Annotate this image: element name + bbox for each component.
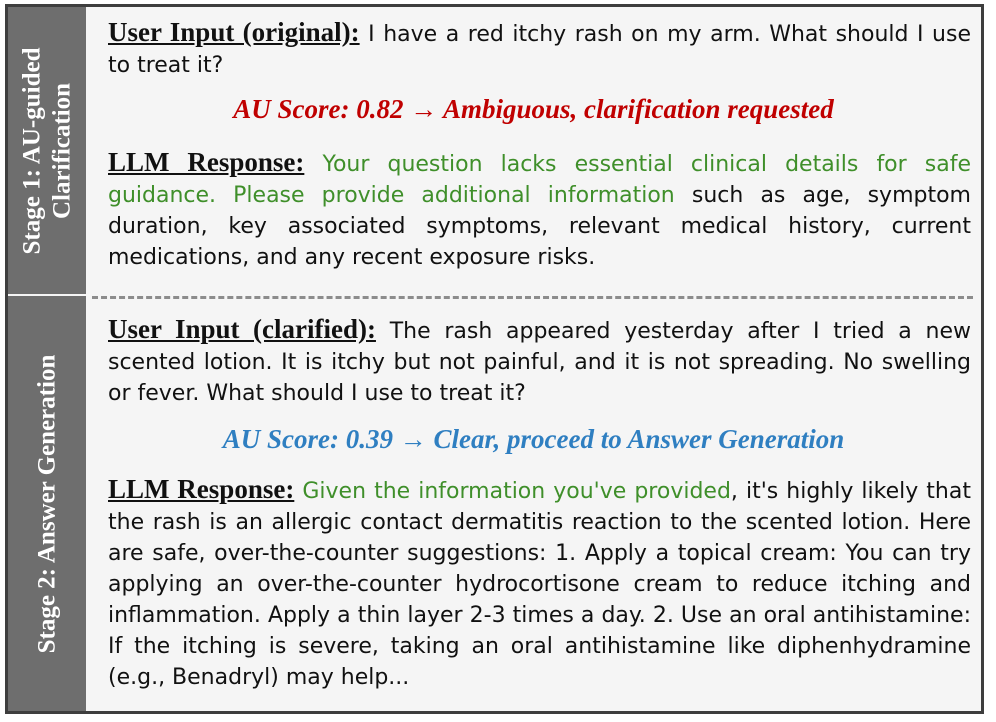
stage2-content — [86, 296, 981, 711]
figure-frame — [5, 4, 984, 714]
stage2-llm-text: , it's highly likely that the rash is an allergic contact dermatitis reaction to the scented lotion. Here are safe, over-the-counter suggestions: 1. Apply a topical cream: You can try applying an over-the-counter hydrocortisone cream to reduce itching and inflammation. Apply a thin layer 2-3 times a day. 2. Use an oral antihistamine: If the itching is severe, taking an oral antihistamine like diphenhydramine (e.g., Benadryl) may help... — [108, 479, 971, 690]
stage2-sidebar — [8, 296, 86, 711]
stage1-user-input — [108, 17, 971, 81]
stage-divider — [92, 296, 973, 299]
stage1-content — [86, 7, 981, 294]
stage1-user-label: User Input (original): — [108, 17, 360, 47]
stage2-user-label: User Input (clarified): — [108, 314, 376, 344]
stage1-sidebar — [8, 7, 86, 296]
stage2-user-input — [108, 314, 971, 409]
stage2-au-score: AU Score: 0.39 → Clear, proceed to Answer Generation — [222, 424, 845, 454]
stage1-llm-label: LLM Response: — [108, 147, 305, 177]
stage1-label — [17, 47, 77, 254]
stage1-label-line2: Clarification — [48, 82, 75, 219]
stage1-au-score: AU Score: 0.82 → Ambiguous, clarification requested — [233, 94, 834, 124]
stage1-llm-text: such as age, symptom duration, key associated symptoms, relevant medical history, current medications, and any recent exposure risks. — [108, 183, 971, 270]
stage2-user-text: The rash appeared yesterday after I tried a new scented lotion. It is itchy but not painful, and it is not spreading. No swelling or fever. What should I use to treat it? — [108, 319, 971, 406]
stage1-llm-green-text: Your question lacks essential clinical details for safe guidance. Please provide additional information — [108, 152, 971, 208]
stage2-llm-label: LLM Response: — [108, 474, 295, 504]
stage2-label: Stage 2: Answer Generation — [33, 354, 61, 653]
stage1-label-line1: Stage 1: AU-guided — [18, 47, 45, 254]
stage1-user-text: I have a red itchy rash on my arm. What should I use to treat it? — [108, 22, 971, 78]
stage1-llm-response — [108, 147, 971, 273]
stage2-llm-response — [108, 474, 971, 693]
stage2-llm-green-text: Given the information you've provided — [302, 479, 731, 504]
